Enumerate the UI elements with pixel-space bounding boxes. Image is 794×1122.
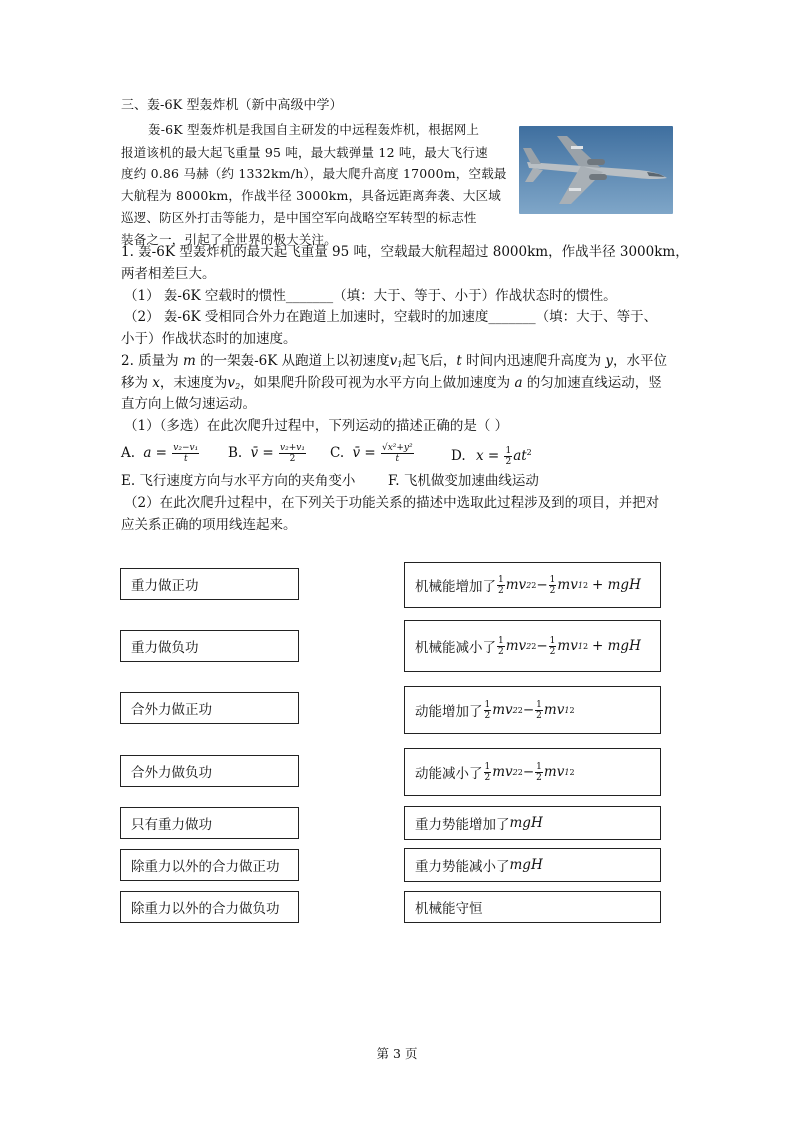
q1-stem: 两者相差巨大。 (121, 266, 216, 282)
left-box-net-force-positive-work[interactable]: 合外力做正功 (120, 692, 299, 724)
q2-part1: （1）（多选）在此次爬升过程中，下列运动的描述正确的是（ ） (124, 418, 509, 434)
left-box-only-gravity[interactable]: 只有重力做功 (120, 807, 299, 839)
left-box-other-forces-positive[interactable]: 除重力以外的合力做正功 (120, 849, 299, 881)
q2-part2: （2）在此次爬升过程中，在下列关于功能关系的描述中选取此过程涉及到的项目，并把对 (124, 495, 660, 511)
intro-line: 装备之一，引起了全世界的极大关注。 (121, 232, 337, 247)
q1-sub2: （2） 轰-6K 受相同合外力在跑道上加速时，空载时的加速度_______（填：大于、等于、 (124, 309, 658, 325)
q2-stem-line1: 2. 质量为 m 的一架轰-6K 从跑道上以初速度$v_1$起飞后，t 时间内迅速爬升高度为 y，水平位 (121, 353, 668, 369)
intro-line: 轰-6K 型轰炸机是我国自主研发的中远程轰炸机，根据网上 (148, 122, 480, 137)
q1-sub2: 小于）作战状态时的加速度。 (121, 331, 297, 347)
q2-stem-line2: 移为 x，末速度为$v_2$，如果爬升阶段可视为水平方向上做加速度为 a 的匀加速直线运动，竖 (121, 375, 662, 391)
q2-part2: 应关系正确的项用线连起来。 (121, 517, 297, 533)
q2-stem-line3: 直方向上做匀速运动。 (121, 396, 256, 412)
intro-line: 巡逻、防区外打击等能力，是中国空军向战略空军转型的标志性 (121, 210, 477, 225)
section-title: 三、轰-6K 型轰炸机（新中高级中学） (121, 98, 343, 113)
left-box-gravity-negative-work[interactable]: 重力做负功 (120, 630, 299, 662)
left-box-other-forces-negative[interactable]: 除重力以外的合力做负功 (120, 891, 299, 923)
intro-line: 度约 0.86 马赫（约 1332km/h），最大爬升高度 17000m，空载最 (121, 166, 507, 181)
right-box-mech-energy-decrease[interactable]: 机械能减小了 $\frac{1}{2}$ mv 2 2 − $\frac{1}{2}$ mv 1 2 + mgH (404, 620, 661, 672)
option-c: C. v̄ = $\frac{\text{√x²+y²}}{t}$ (330, 443, 413, 464)
right-box-potential-energy-decrease[interactable]: 重力势能减小了 mgH (404, 848, 661, 882)
right-box-kinetic-energy-decrease[interactable]: 动能减小了 $\frac{1}{2}$ mv 2 2 − $\frac{1}{2}$ mv 1 2 (404, 748, 661, 796)
intro-line: 大航程为 8000km，作战半径 3000km，具备远距离奔袭、大区域 (121, 188, 501, 203)
left-box-net-force-negative-work[interactable]: 合外力做负功 (120, 755, 299, 787)
option-e: E. 飞行速度方向与水平方向的夹角变小 (121, 473, 356, 489)
right-box-potential-energy-increase[interactable]: 重力势能增加了 mgH (404, 806, 661, 840)
page-number: 第 3 页 (376, 1046, 418, 1061)
option-f: F. 飞机做变加速曲线运动 (388, 473, 539, 489)
bomber-photo (519, 126, 673, 214)
option-a: A. a = $\frac{\text{v₂−v₁}}{t}$ (121, 443, 199, 464)
option-d: D. x = $\frac{1}{2}$ $at^2$ (451, 446, 532, 467)
left-box-gravity-positive-work[interactable]: 重力做正功 (120, 568, 299, 600)
option-b: B. v̄ = $\frac{\text{v₂+v₁}}{2}$ (228, 443, 305, 464)
q1-sub1: （1） 轰-6K 空载时的惯性_______（填：大于、等于、小于）作战状态时的惯性。 (124, 288, 617, 304)
right-box-mech-energy-conserved[interactable]: 机械能守恒 (404, 891, 661, 923)
right-box-mech-energy-increase[interactable]: 机械能增加了 $\frac{1}{2}$ mv 2 2 − $\frac{1}{2}$ mv 1 2 + mgH (404, 562, 661, 608)
right-box-kinetic-energy-increase[interactable]: 动能增加了 $\frac{1}{2}$ mv 2 2 − $\frac{1}{2}$ mv 1 2 (404, 686, 661, 734)
intro-line: 报道该机的最大起飞重量 95 吨，最大载弹量 12 吨，最大飞行速 (121, 145, 488, 160)
q1-stem: 1. 轰-6K 型轰炸机的最大起飞重量 95 吨，空载最大航程超过 8000km，作战半径 3000km， (121, 244, 689, 260)
